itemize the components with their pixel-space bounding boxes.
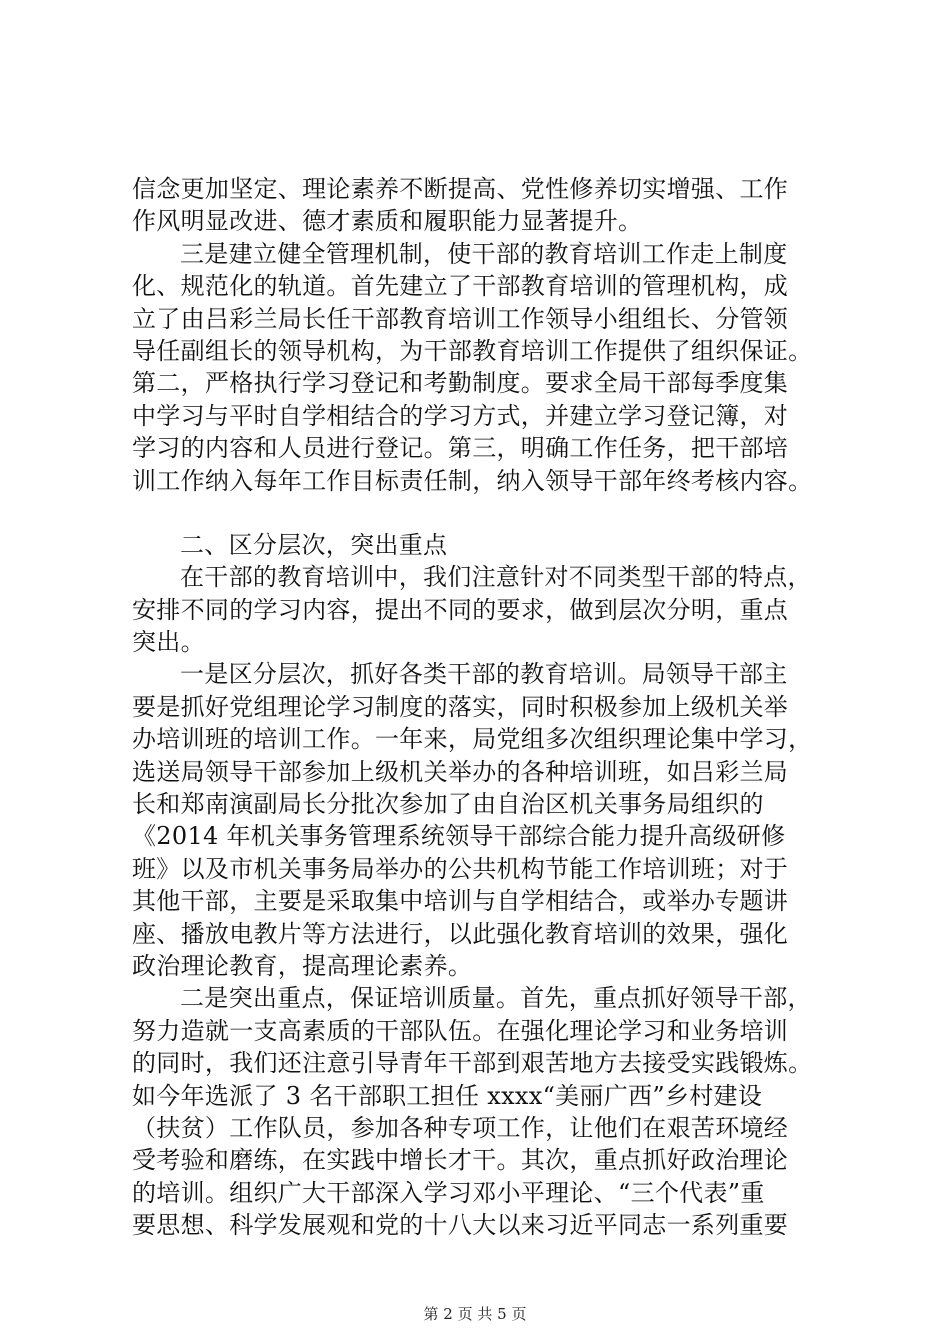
paragraph: [132, 561, 847, 658]
paragraph: [132, 982, 847, 1241]
page-footer: [0, 1305, 950, 1323]
text-line: 努力造就一支高素质的干部队伍。在强化理论学习和业务培训: [132, 1016, 789, 1045]
text-line: 导任副组长的领导机构，为干部教育培训工作提供了组织保证。: [132, 336, 813, 365]
text-line: 二是突出重点，保证培训质量。首先，重点抓好领导干部，: [180, 984, 812, 1013]
text-line: 作风明显改进、德才素质和履职能力显著提升。: [132, 207, 643, 236]
text-line: 第二，严格执行学习登记和考勤制度。要求全局干部每季度集: [132, 369, 789, 398]
text-line: 信念更加坚定、理论素养不断提高、党性修养切实增强、工作: [132, 175, 789, 203]
text-line: 立了由吕彩兰局长任干部教育培训工作领导小组组长、分管领: [132, 304, 789, 333]
text-line: 的同时，我们还注意引导青年干部到艰苦地方去接受实践锻炼。: [132, 1049, 813, 1078]
text-line: 长和郑南演副局长分批次参加了由自治区机关事务局组织的: [132, 790, 764, 819]
section-heading: [132, 529, 847, 561]
text-line: 安排不同的学习内容，提出不同的要求，做到层次分明，重点: [132, 595, 789, 624]
text-line: 政治理论教育，提高理论素养。: [132, 951, 473, 980]
text-line: 中学习与平时自学相结合的学习方式，并建立学习登记簿，对: [132, 401, 789, 430]
paragraph: [132, 173, 847, 238]
text-line: 训工作纳入每年工作目标责任制，纳入领导干部年终考核内容。: [132, 466, 813, 495]
text-line: 办培训班的培训工作。一年来，局党组多次组织理论集中学习，: [132, 725, 813, 754]
text-line: 化、规范化的轨道。首先建立了干部教育培训的管理机构，成: [132, 272, 789, 301]
text-line: 《2014 年机关事务管理系统领导干部综合能力提升高级研修: [132, 822, 786, 851]
text-line: （扶贫）工作队员，参加各种专项工作，让他们在艰苦环境经: [132, 1113, 789, 1142]
document-body: [132, 173, 847, 1242]
text-line: 一是区分层次，抓好各类干部的教育培训。局领导干部主: [180, 660, 788, 689]
text-line: 三是建立健全管理机制，使干部的教育培训工作走上制度: [180, 239, 788, 268]
text-line: 在干部的教育培训中，我们注意针对不同类型干部的特点，: [180, 563, 812, 592]
text-line: 班》以及市机关事务局举办的公共机构节能工作培训班；对于: [132, 854, 789, 883]
paragraph: [132, 658, 847, 982]
text-line: 如今年选派了 3 名干部职工担任 xxxx“美丽广西”乡村建设: [132, 1081, 763, 1110]
paragraph-spacer: [132, 497, 847, 529]
paragraph: [132, 238, 847, 497]
text-line: 座、播放电教片等方法进行，以此强化教育培训的效果，强化: [132, 919, 789, 948]
text-line: 要思想、科学发展观和党的十八大以来习近平同志一系列重要: [132, 1211, 789, 1240]
section-heading-text: 二、区分层次，突出重点: [180, 530, 448, 559]
text-line: 的培训。组织广大干部深入学习邓小平理论、“三个代表”重: [132, 1178, 765, 1207]
text-line: 其他干部，主要是采取集中培训与自学相结合，或举办专题讲: [132, 887, 789, 916]
text-line: 突出。: [132, 628, 205, 657]
text-line: 要是抓好党组理论学习制度的落实，同时积极参加上级机关举: [132, 692, 789, 721]
page-number: 第 2 页 共 5 页: [423, 1305, 527, 1323]
text-line: 受考验和磨练，在实践中增长才干。其次，重点抓好政治理论: [132, 1146, 789, 1175]
text-line: 学习的内容和人员进行登记。第三，明确工作任务，把干部培: [132, 434, 789, 463]
text-line: 选送局领导干部参加上级机关举办的各种培训班，如吕彩兰局: [132, 757, 789, 786]
